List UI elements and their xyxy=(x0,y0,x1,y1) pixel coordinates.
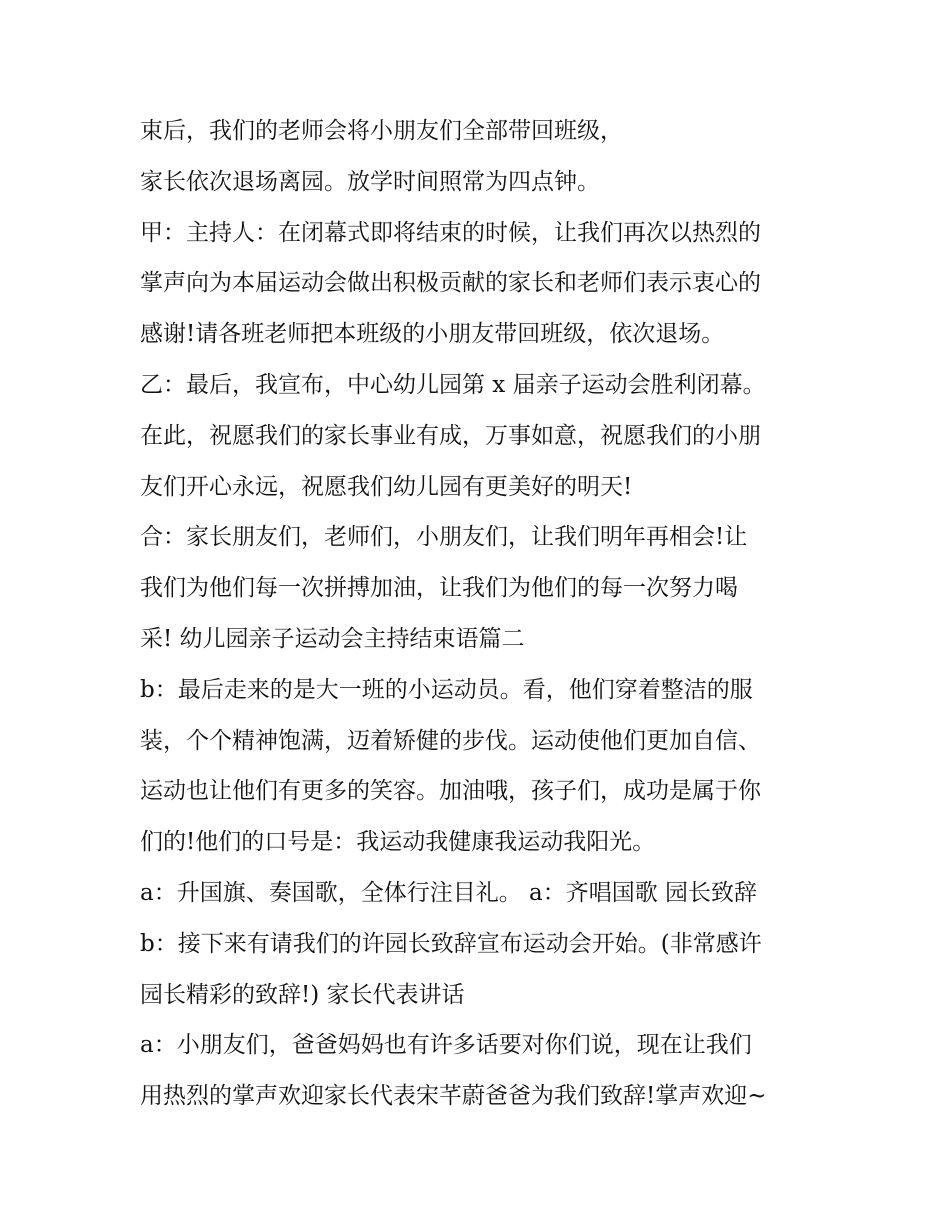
text-line: 们的!他们的口号是：我运动我健康我运动我阳光。 xyxy=(140,829,656,856)
text-line: 感谢!请各班老师把本班级的小朋友带回班级，依次退场。 xyxy=(140,321,725,348)
text-line: 运动也让他们有更多的笑容。加油哦，孩子们，成功是属于你 xyxy=(140,778,761,805)
text-line: 掌声向为本届运动会做出积极贡献的家长和老师们表示衷心的 xyxy=(140,270,761,297)
text-line: a：小朋友们，爸爸妈妈也有许多话要对你们说，现在让我们 xyxy=(140,1032,752,1059)
text-line: 采! 幼儿园亲子运动会主持结束语篇二 xyxy=(140,625,525,652)
text-line: 甲：主持人：在闭幕式即将结束的时候，让我们再次以热烈的 xyxy=(140,219,761,246)
text-line: 装，个个精神饱满，迈着矫健的步伐。运动使他们更加自信、 xyxy=(140,727,761,754)
text-line: 家长依次退场离园。放学时间照常为四点钟。 xyxy=(140,168,600,195)
text-line: a：升国旗、奏国歌，全体行注目礼。 a：齐唱国歌 园长致辞 xyxy=(140,879,758,906)
text-line: 在此，祝愿我们的家长事业有成，万事如意，祝愿我们的小朋 xyxy=(140,422,761,449)
text-line: 用热烈的掌声欢迎家长代表宋芊蔚爸爸为我们致辞!掌声欢迎~ xyxy=(140,1083,767,1110)
document-body xyxy=(140,106,830,1122)
text-line: b：接下来有请我们的许园长致辞宣布运动会开始。(非常感许 xyxy=(140,930,762,957)
text-line: 合：家长朋友们，老师们，小朋友们，让我们明年再相会!让 xyxy=(140,524,748,551)
text-line: 乙：最后，我宣布，中心幼儿园第 x 届亲子运动会胜利闭幕。 xyxy=(140,371,766,398)
text-line: b：最后走来的是大一班的小运动员。看，他们穿着整洁的服 xyxy=(140,676,753,703)
text-line: 友们开心永远，祝愿我们幼儿园有更美好的明天! xyxy=(140,473,633,500)
text-line: 园长精彩的致辞!) 家长代表讲话 xyxy=(140,981,465,1008)
text-line: 束后，我们的老师会将小朋友们全部带回班级， xyxy=(140,118,623,144)
text-line: 我们为他们每一次拼搏加油，让我们为他们的每一次努力喝 xyxy=(140,575,738,602)
